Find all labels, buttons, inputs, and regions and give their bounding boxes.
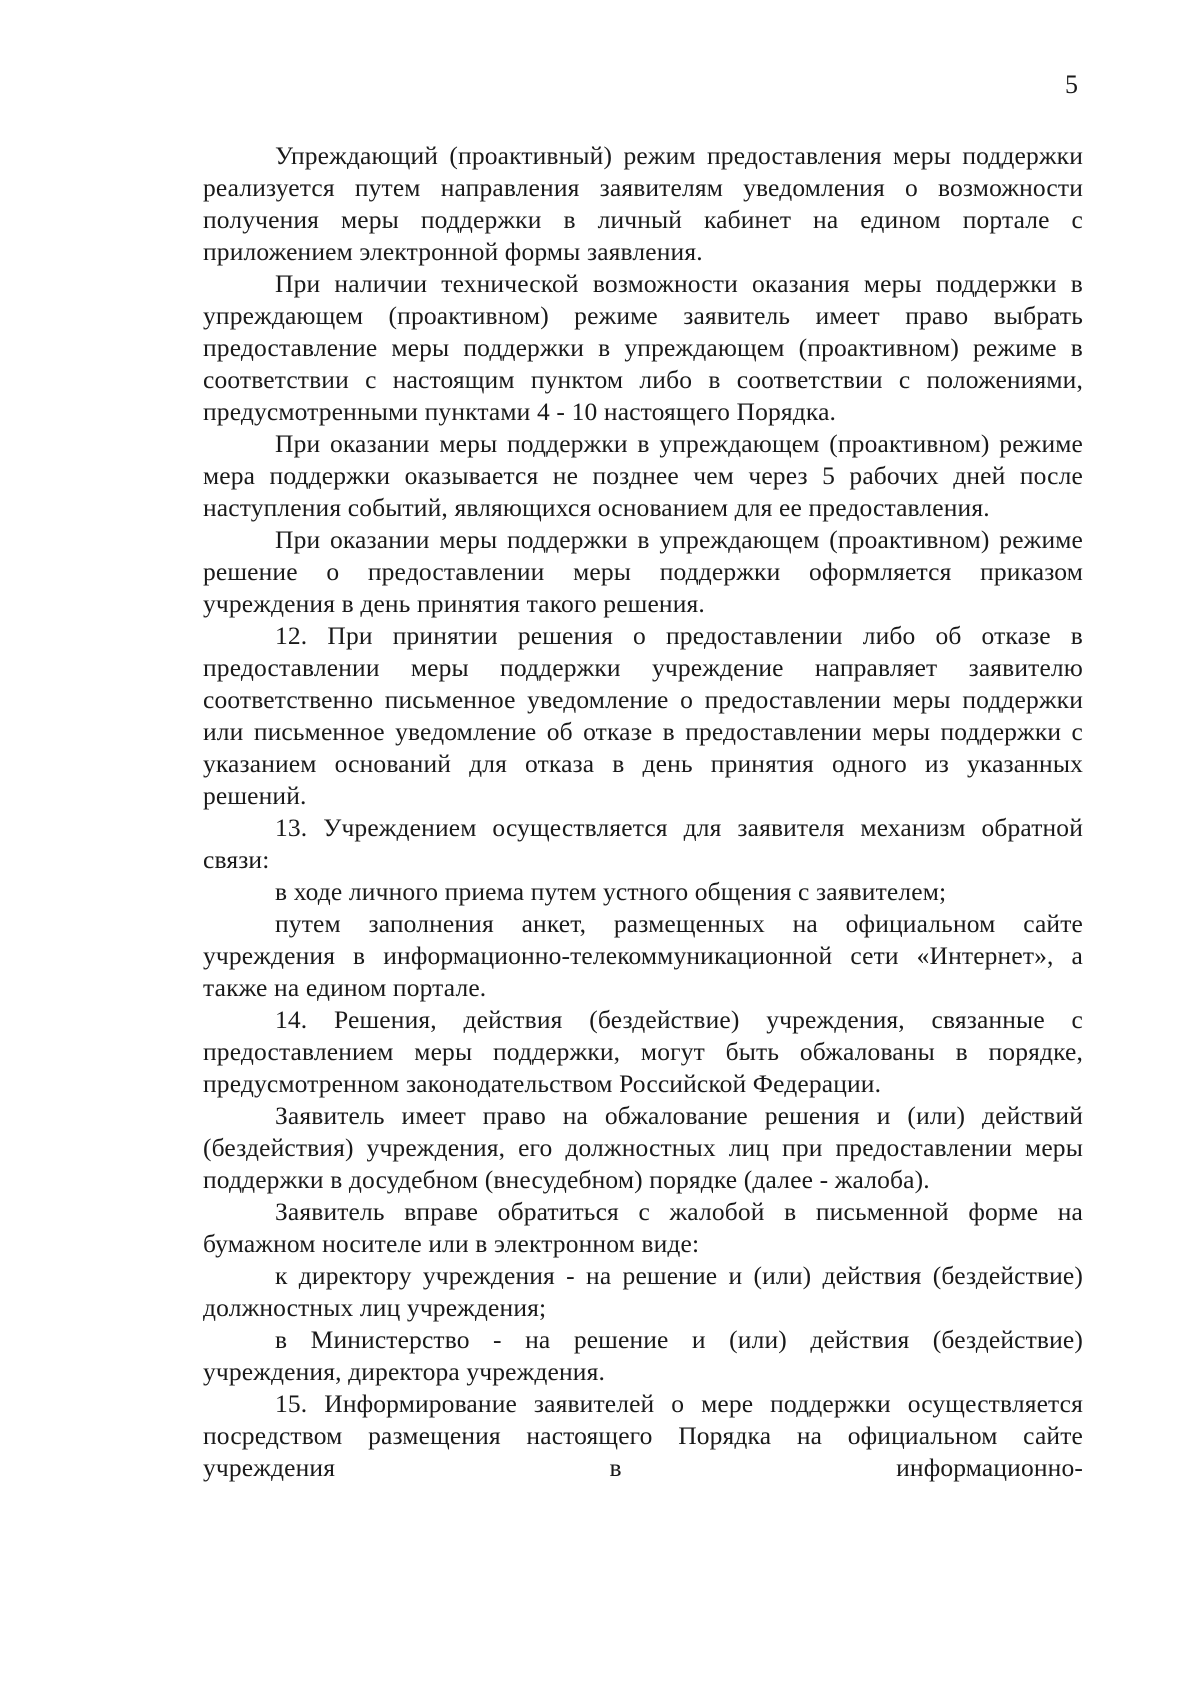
paragraph-proactive-deadline: При оказании меры поддержки в упреждающем (проактивном) режиме мера поддержки оказывается не позднее чем через 5 рабочих дней после наступления событий, являющихся основанием для ее предоставления. xyxy=(203,429,1083,522)
document-body xyxy=(203,140,1083,1484)
paragraph-proactive-decision: При оказании меры поддержки в упреждающем (проактивном) режиме решение о предоставлении меры поддержки оформляется приказом учреждения в день принятия такого решения. xyxy=(203,525,1083,618)
paragraph-proactive-choice: При наличии технической возможности оказания меры поддержки в упреждающем (проактивном) режиме заявитель имеет право выбрать предоставление меры поддержки в упреждающем (проактивном) режиме в соответствии с настоящим пунктом либо в соответствии с положениями, предусмотренными пунктами 4 - 10 настоящего Порядка. xyxy=(203,269,1083,426)
paragraph-appeal-right: Заявитель имеет право на обжалование решения и (или) действий (бездействия) учреждения, его должностных лиц при предоставлении меры поддержки в досудебном (внесудебном) порядке (далее - жалоба). xyxy=(203,1101,1083,1194)
paragraph-item-15: 15. Информирование заявителей о мере поддержки осуществляется посредством размещения настоящего Порядка на официальном сайте учреждения в информационно- xyxy=(203,1389,1083,1482)
paragraph-appeal-to-ministry: в Министерство - на решение и (или) действия (бездействие) учреждения, директора учреждения. xyxy=(203,1325,1083,1386)
paragraph-item-14: 14. Решения, действия (бездействие) учреждения, связанные с предоставлением меры поддержки, могут быть обжалованы в порядке, предусмотренном законодательством Российской Федерации. xyxy=(203,1005,1083,1098)
paragraph-proactive-mode: Упреждающий (проактивный) режим предоставления меры поддержки реализуется путем направления заявителям уведомления о возможности получения меры поддержки в личный кабинет на едином портале с приложением электронной формы заявления. xyxy=(203,141,1083,266)
paragraph-item-13: 13. Учреждением осуществляется для заявителя механизм обратной связи: xyxy=(203,813,1083,874)
paragraph-feedback-in-person: в ходе личного приема путем устного общения с заявителем; xyxy=(275,877,947,906)
paragraph-appeal-to-director: к директору учреждения - на решение и (или) действия (бездействие) должностных лиц учреждения; xyxy=(203,1261,1083,1322)
paragraph-feedback-surveys: путем заполнения анкет, размещенных на официальном сайте учреждения в информационно-телекоммуникационной сети «Интернет», а также на едином портале. xyxy=(203,909,1083,1002)
paragraph-appeal-form: Заявитель вправе обратиться с жалобой в письменной форме на бумажном носителе или в электронном виде: xyxy=(203,1197,1083,1258)
page-number: 5 xyxy=(1065,70,1078,99)
paragraph-item-12: 12. При принятии решения о предоставлении либо об отказе в предоставлении меры поддержки учреждение направляет заявителю соответственно письменное уведомление о предоставлении меры поддержки или письменное уведомление об отказе в предоставлении меры поддержки с указанием оснований для отказа в день принятия одного из указанных решений. xyxy=(203,621,1083,810)
